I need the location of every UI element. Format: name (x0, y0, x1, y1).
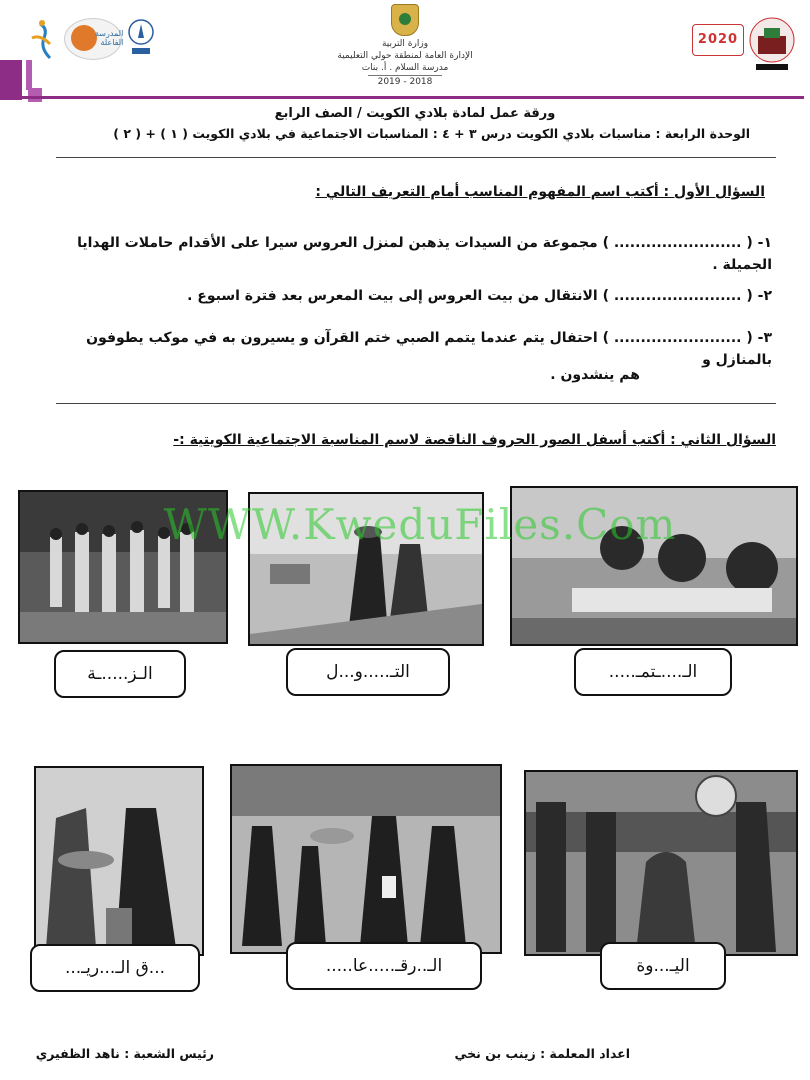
ministry-header (300, 4, 510, 88)
divider (56, 157, 776, 158)
header-accent-square (28, 88, 42, 102)
effective-school-logo (64, 18, 122, 60)
question1-item: هم ينشدون . (550, 367, 640, 383)
torch-logo-icon (126, 18, 156, 58)
photo-daq-al-harees (34, 766, 204, 956)
school-building-logo-icon (748, 16, 796, 76)
answer-box[interactable]: ...ق الـ...ريـ... (30, 944, 200, 992)
answer-box[interactable]: اليـ...وة (600, 942, 726, 990)
ministry-line: مدرسة السلام . أ. بنات (361, 63, 449, 73)
answer-box[interactable]: الـز.....ـة (54, 650, 186, 698)
photo-gergean (230, 764, 502, 954)
teacher-name: اعداد المعلمة : زينب بن نخي (454, 1046, 630, 1061)
unit-lesson-line: الوحدة الرابعة : مناسبات بلادي الكويت درس ٣ + ٤ : المناسبات الاجتماعية في بلادي الكويت ( ١ ) + ( ٢ ) (113, 126, 750, 141)
divider (56, 403, 776, 404)
department-head: رئيس الشعبة : ناهد الظفيري (35, 1046, 214, 1061)
school-year: 2018 - 2019 (368, 75, 443, 88)
worksheet-title: ورقة عمل لمادة بلادي الكويت / الصف الرابع (274, 106, 556, 121)
question1-item: ٣- ( ........................ ) احتفال يتم عندما يتمم الصبي ختم القرآن و يسيرون به في موكب يطوفون بالمنازل و (86, 330, 772, 368)
logo-number: 2020 (697, 32, 739, 47)
header-divider (22, 96, 804, 99)
question1-item: ٢- ( ........................ ) الانتقال من بيت العروس إلى بيت المعرس بعد فترة اسبوع . (187, 288, 772, 304)
photo-yaywah (524, 770, 798, 956)
question1-heading: السؤال الأول : أكتب اسم المفهوم المناسب أمام التعريف التالي : (315, 184, 765, 200)
question1-item: ١- ( ........................ ) مجموعة من السيدات يذهبن لمنزل العروس سيرا على الأقدام حاملات الهدايا الجميلة . (77, 235, 772, 273)
ministry-line: وزارة التربية (381, 39, 429, 49)
header-accent-bar (0, 60, 22, 100)
watermark: WWW.KweduFiles.Com (163, 500, 677, 549)
ministry-line: الإدارة العامة لمنطقة حولي التعليمية (337, 51, 473, 61)
answer-box[interactable]: الـ..رقـ.....عا..... (286, 942, 482, 990)
kuwait-emblem-icon (391, 4, 419, 36)
figure-logo-icon (22, 18, 58, 62)
answer-box[interactable]: التـ.....و...ل (286, 648, 450, 696)
header-accent-bar (26, 60, 32, 90)
answer-box[interactable]: الـ....ـتمـ..... (574, 648, 732, 696)
vision-2020-logo (692, 24, 744, 56)
logo-text: المدرسة الفاعلة (95, 29, 124, 47)
question2-heading: السؤال الثاني : أكتب أسفل الصور الحروف الناقصة لاسم المناسبة الاجتماعية الكويتية :- (173, 432, 776, 448)
